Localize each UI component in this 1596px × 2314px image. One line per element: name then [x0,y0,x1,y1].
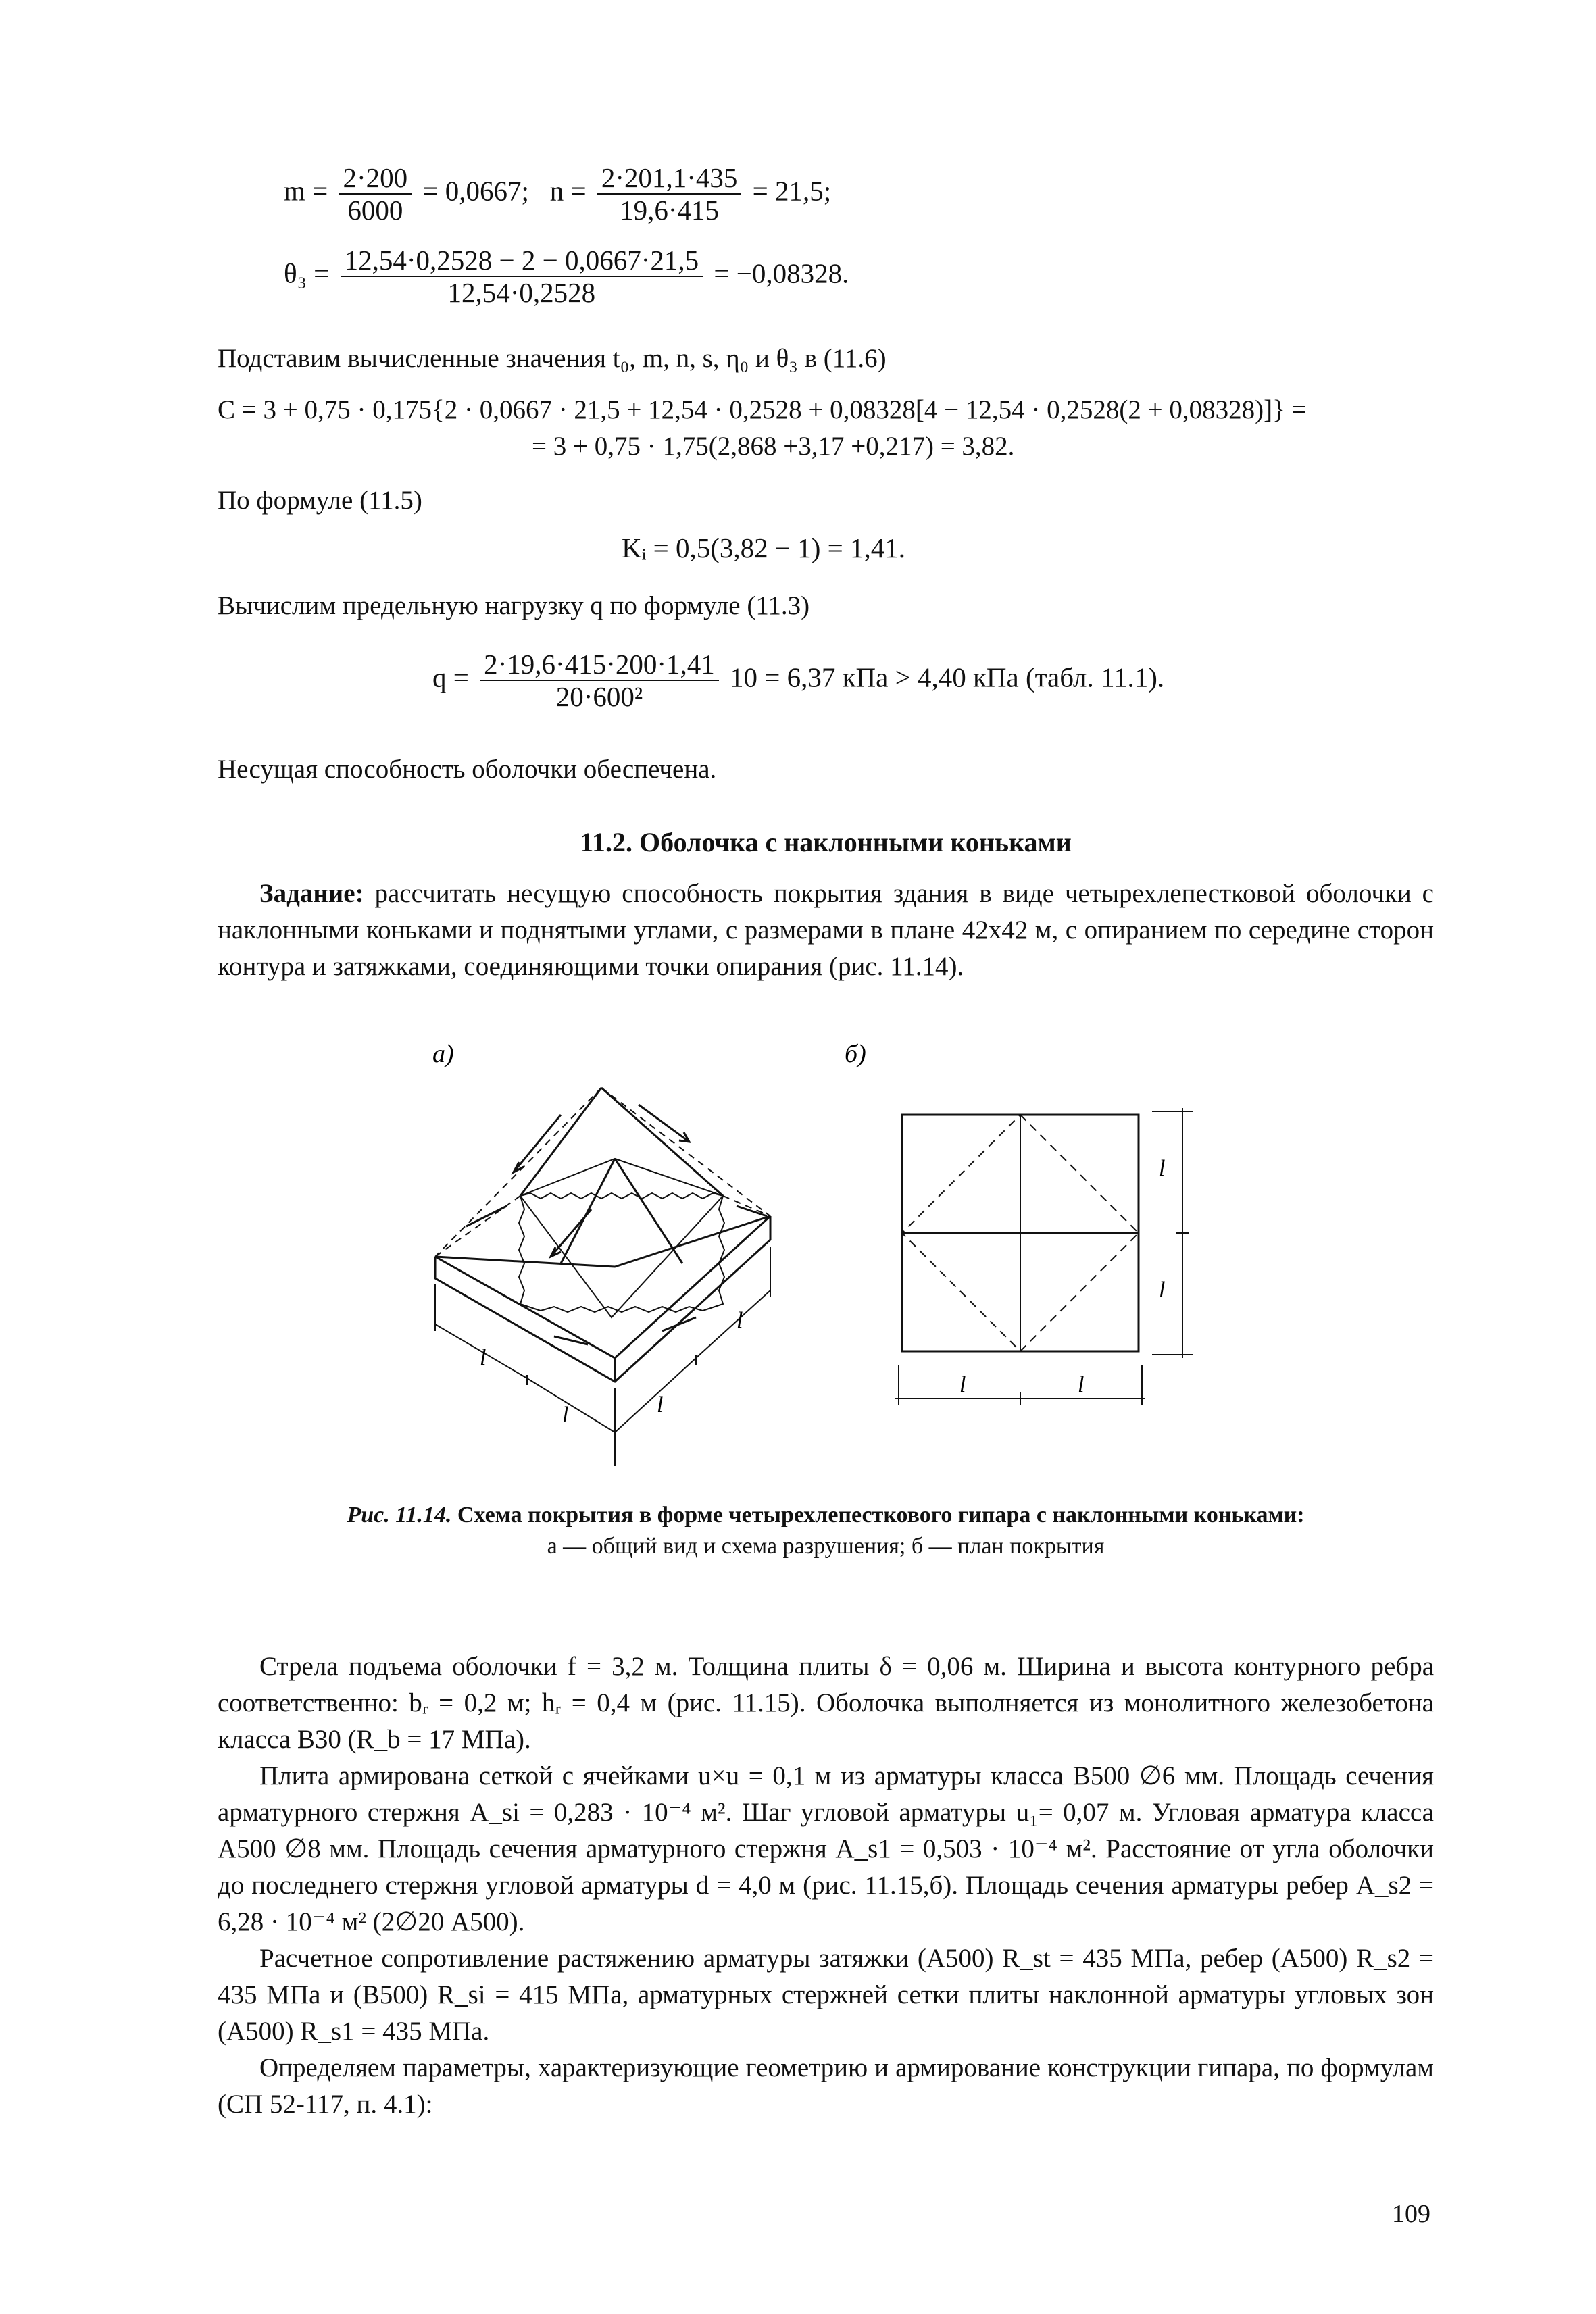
figure-a-dim-l-4: l [737,1308,743,1333]
task-paragraph [218,876,1434,985]
figure-b-dim-l-right-2: l [1159,1278,1166,1303]
figure-caption-label: Рис. 11.14. [347,1503,452,1528]
formula-theta-denominator: 12,54·0,2528 [447,277,596,308]
figure-a-dim-l-1: l [480,1345,487,1370]
section-heading: 11.2. Оболочка с наклонными коньками [580,827,1072,857]
paragraph-shell-params: Стрела подъема оболочки f = 3,2 м. Толщина плиты δ = 0,06 м. Ширина и высота контурного ребра соответственно: bᵣ = 0,2 м; hᵣ = 0,4 м (рис. 11.15). Оболочка выполняется из монолитного железобетона класса В30 (R_b = 17 МПа). [218,1652,1434,1754]
formula-q [432,649,1164,712]
formula-k: Kᵢ = 0,5(3,82 − 1) = 1,41. [622,532,905,563]
page-number: 109 [1392,2200,1430,2228]
formula-m-denominator: 6000 [347,195,403,226]
formula-n-numerator: 2·201,1·435 [597,162,742,195]
figure-b-dim-l-right-1: l [1159,1156,1166,1181]
formula-m-n [284,162,831,226]
body-paragraphs [218,1649,1434,2123]
figure-label-b: б) [845,1040,866,1068]
figure-caption-title: Схема покрытия в форме четырехлепесткового гипара с наклонными коньками: [451,1503,1305,1528]
figure-caption [218,1500,1434,1562]
formula-m-numerator: 2·200 [339,162,412,195]
formula-c-line1: C = 3 + 0,75 · 0,175{2 · 0,0667 · 21,5 + 12,54 · 0,2528 + 0,08328[4 − 12,54 · 0,2528(2 + 0,08328)]} = [218,395,1307,424]
formula-n-fraction [597,162,742,226]
formula-theta [284,245,849,308]
text-capacity: Несущая способность оболочки обеспечена. [218,755,717,784]
figure-svg [405,1034,1216,1493]
formula-theta-prefix: θ₃ = [284,257,330,289]
formula-n-prefix: n = [549,175,587,207]
task-text: рассчитать несущую способность покрытия здания в виде четырехлепестковой оболочки с наклонными коньками и поднятыми углами, с размерами в плане 42х42 м, с опиранием по середине сторон контура и затяжками, соединяющими точки опирания (рис. 11.14). [218,879,1434,981]
figure-caption-title-line [218,1500,1434,1531]
formula-m-prefix: m = [284,175,328,207]
formula-n-result: = 21,5; [752,175,832,207]
formula-theta-numerator: 12,54·0,2528 − 2 − 0,0667·21,5 [341,245,703,277]
text-substitute: Подставим вычисленные значения t₀, m, n, s, η₀ и θ₃ в (11.6) [218,344,887,373]
paragraph-resistance: Расчетное сопротивление растяжению арматуры затяжки (А500) R_st = 435 МПа, ребер (А500) R_s2 = 435 МПа и (В500) R_si = 415 МПа, арматурных стержней сетки плиты наклонной арматуры угловых зон (А500) R_s1 = 435 МПа. [218,1944,1434,2046]
formula-m-result: = 0,0667; [422,175,529,207]
formula-q-prefix: q = [432,661,469,693]
figure-b-plan [895,1108,1193,1405]
formula-q-numerator: 2·19,6·415·200·1,41 [480,649,719,681]
text-limit-load: Вычислим предельную нагрузку q по формуле (11.3) [218,591,810,620]
figure-a-dim-l-2: l [562,1403,569,1428]
task-label: Задание: [259,879,364,908]
formula-q-fraction [480,649,719,712]
figure-a-general-view [435,1088,770,1466]
figure-b-dim-l-bottom-2: l [1078,1372,1084,1397]
formula-c-line2: = 3 + 0,75 · 1,75(2,868 +3,17 +0,217) = 3,82. [532,432,1015,461]
text-by-formula: По формуле (11.5) [218,486,422,515]
figure-11-14 [405,1034,1216,1493]
formula-q-result: 10 = 6,37 кПа > 4,40 кПа (табл. 11.1). [730,661,1165,693]
formula-q-denominator: 20·600² [555,681,643,712]
formula-theta-fraction [341,245,703,308]
paragraph-reinforcement: Плита армирована сеткой с ячейками u×u = 0,1 м из арматуры класса В500 ∅6 мм. Площадь сечения арматурного стержня A_si = 0,283 · 10⁻⁴ м². Шаг угловой арматуры u₁= 0,07 м. Угловая арматура класса А500 ∅8 мм. Площадь сечения арматурного стержня A_s1 = 0,503 · 10⁻⁴ м². Расстояние от угла оболочки до последнего стержня угловой арматуры d = 4,0 м (рис. 11.15,б). Площадь сечения арматуры ребер A_s2 = 6,28 · 10⁻⁴ м² (2∅20 А500). [218,1761,1434,1936]
figure-b-dim-l-bottom-1: l [959,1372,966,1397]
figure-a-dim-l-3: l [657,1392,664,1417]
formula-m-fraction [339,162,412,226]
formula-n-denominator: 19,6·415 [620,195,720,226]
paragraph-parameters: Определяем параметры, характеризующие геометрию и армирование конструкции гипара, по формулам (СП 52-117, п. 4.1): [218,2053,1434,2119]
figure-caption-subtitle: а — общий вид и схема разрушения; б — план покрытия [547,1534,1105,1559]
formula-theta-result: = −0,08328. [714,257,849,289]
figure-label-a: а) [432,1040,454,1068]
